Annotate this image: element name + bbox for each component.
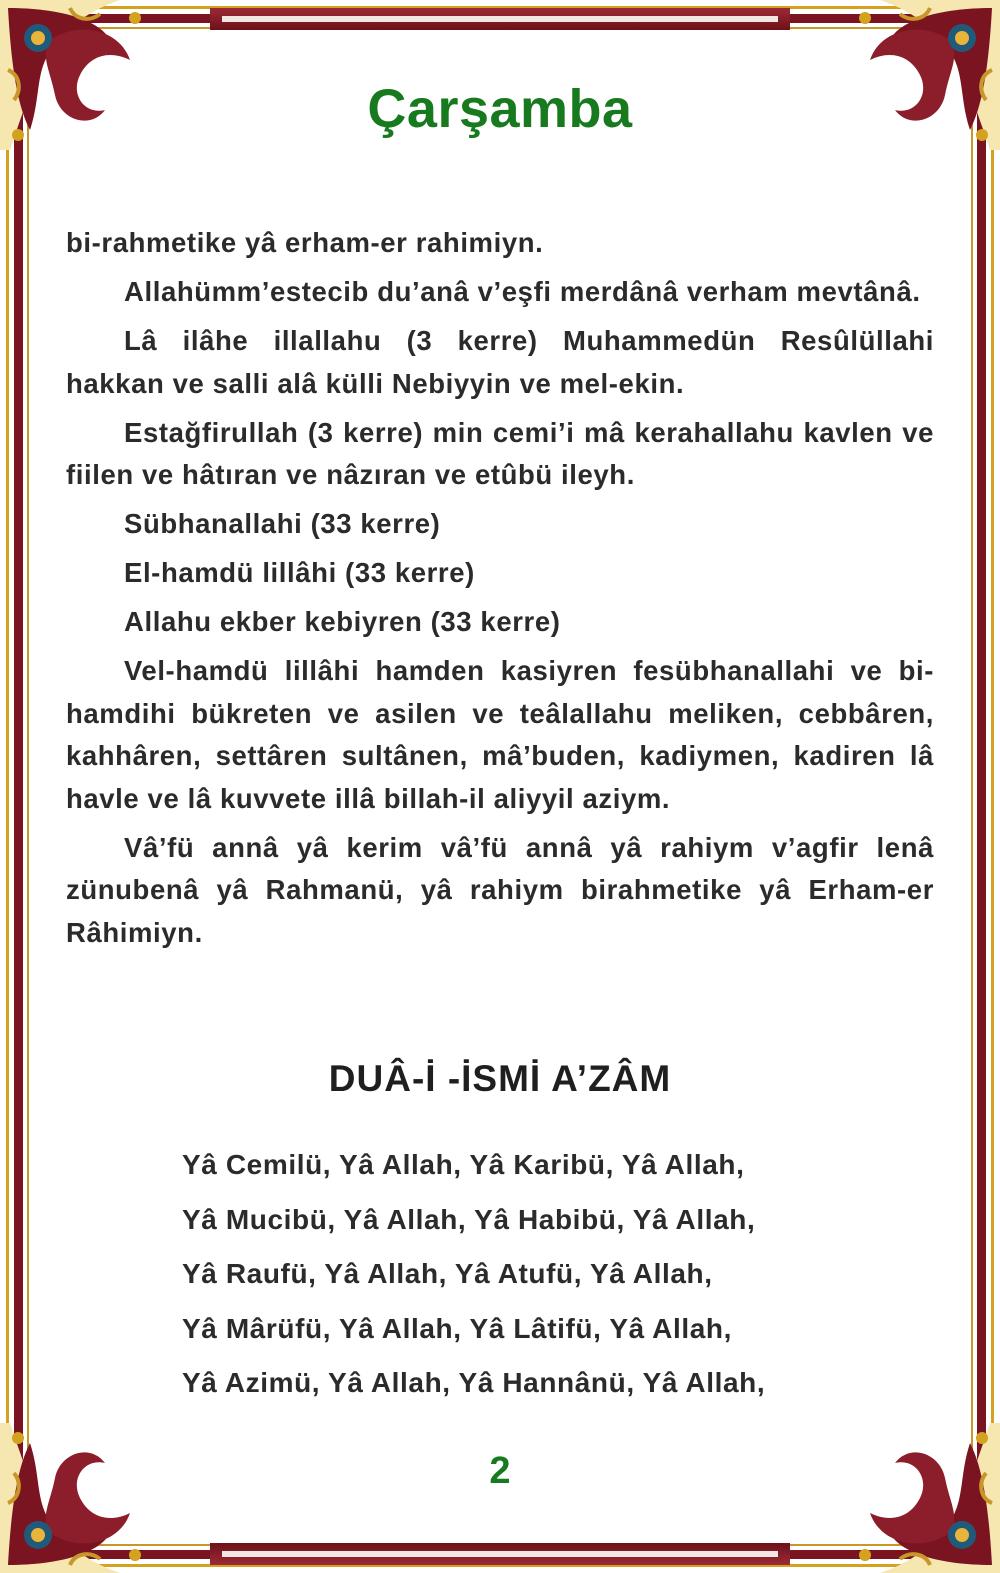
page-number: 2	[489, 1450, 511, 1492]
paragraph: Sübhanallahi (33 kerre)	[124, 508, 441, 539]
paragraph: Vâ’fü annâ yâ kerim vâ’fü annâ yâ rahiym v’agfir lenâ zünubenâ yâ Rahmanü, yâ rahiym birahmetike yâ Erham-er Râhimiyn.	[66, 831, 934, 948]
paragraph: Allahümm’estecib du’anâ v’eşfi merdânâ verham mevtânâ.	[124, 276, 921, 307]
prayer-text	[66, 222, 934, 961]
paragraph: Lâ ilâhe illallahu (3 kerre) Muhammedün Resûlüllahi hakkan ve salli alâ külli Nebiyyin ve mel-ekin.	[66, 325, 934, 399]
section-heading: DUÂ-İ -İSMİ A’ZÂM	[328, 1058, 672, 1099]
names-line: Yâ Raufü, Yâ Allah, Yâ Atufü, Yâ Allah,	[182, 1258, 713, 1289]
names-line: Yâ Cemilü, Yâ Allah, Yâ Karibü, Yâ Allah,	[182, 1149, 745, 1180]
names-list	[182, 1138, 765, 1411]
names-line: Yâ Mârüfü, Yâ Allah, Yâ Lâtifü, Yâ Allah,	[182, 1312, 733, 1344]
page-title: Çarşamba	[367, 79, 633, 139]
paragraph: Allahu ekber kebiyren (33 kerre)	[124, 606, 561, 637]
paragraph: bi-rahmetike yâ erham-er rahimiyn.	[66, 227, 544, 258]
paragraph: El-hamdü lillâhi (33 kerre)	[124, 557, 475, 588]
names-line: Yâ Azimü, Yâ Allah, Yâ Hannânü, Yâ Allah,	[182, 1367, 766, 1398]
names-line: Yâ Mucibü, Yâ Allah, Yâ Habibü, Yâ Allah,	[182, 1203, 756, 1235]
paragraph: Estağfirullah (3 kerre) min cemi’i mâ kerahallahu kavlen ve fiilen ve hâtıran ve nâzıran ve etûbü ileyh.	[66, 416, 934, 490]
paragraph: Vel-hamdü lillâhi hamden kasiyren fesübhanallahi ve bi-hamdihi bükreten ve asilen ve teâlallahu meliken, cebbâren, kahhâren, settâren sultânen, mâ’buden, kadiymen, kadiren lâ havle ve lâ kuvvete illâ billah-il aliyyil aziym.	[66, 655, 934, 814]
